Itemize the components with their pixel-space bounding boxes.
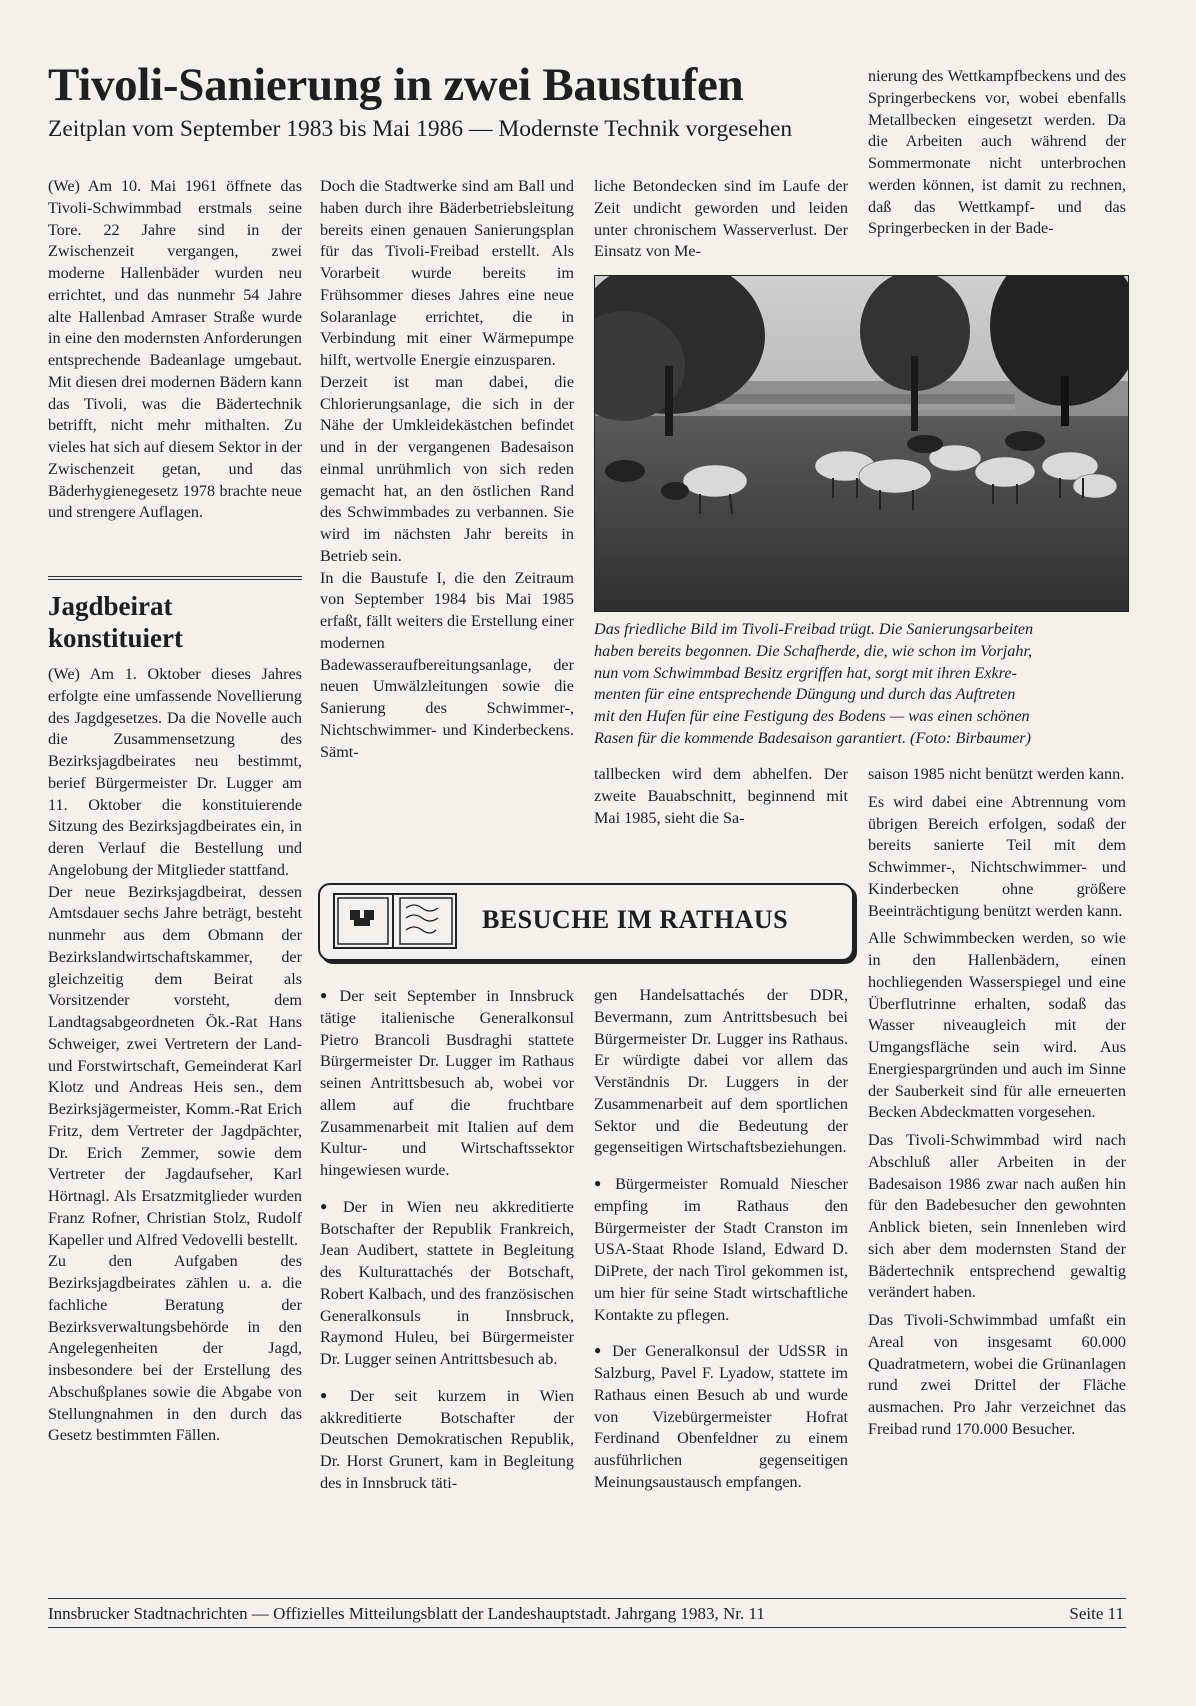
tivoli-column-2 <box>320 176 574 763</box>
tivoli-column-1 <box>48 176 302 524</box>
caption-line: haben bereits begonnen. Die Schafherde, die, wie schon im Vorjahr, <box>594 641 1033 660</box>
rathaus-item: ● Der seit kurzem in Wien akkreditierte Botschafter der Deutschen Demokratischen Republik, Dr. Horst Grunert, kam in Begleitung des in Innsbruck täti- <box>320 1385 574 1495</box>
tivoli-paragraph: Das Tivoli-Schwimmbad wird nach Abschluß aller Arbeiten in der Badesaison 1986 zwar nach außen hin für den Badebesucher den gewohnten Anblick bieten, sein Innenleben wird sich aber dem modernsten Stand der Bädertechnik entsprechend gewaltig verändert haben. <box>868 1131 1126 1302</box>
jagd-paragraph: Der neue Bezirksjagdbeirat, dessen Amtsdauer sechs Jahre beträgt, besteht nunmehr aus dem Obmann der Bezirkslandwirtschaftskammer, der gleichzeitig dem Beirat als Vorsitzender vorsteht, dem Landtagsabgeordneten Ök.-Rat Hans Schweiger, zwei Vertretern der Land- und Forstwirtschaft, Gemeinderat Karl Klotz und Andreas Heis sen., dem Bezirksjägermeister, Komm.-Rat Erich Fritz, dem Vertreter der Jagdpächter, Dr. Erich Zemmer, sowie dem Vertreter der Jagdaufseher, Karl Hörtnagl. Als Ersatzmitglieder wurden Franz Rofner, Christian Stolz, Rudolf Kapeller und Alfred Vedovelli bestellt. <box>48 882 302 1249</box>
tivoli-paragraph: liche Betondecken sind im Laufe der Zeit undicht geworden und leiden unter chronischem Wasserverlust. Der Einsatz von Me- <box>594 177 848 261</box>
rathaus-item: gen Handelsattachés der DDR, Bevermann, zum Antrittsbesuch bei Bürgermeister Dr. Lugger ins Rathaus. Er würdigte dabei vor allem das Verständnis Dr. Luggers in der Zusammenarbeit auf dem sportlichen Sektor und die Bedeutung der gegenseitigen Wirtschaftsbeziehungen. <box>594 986 848 1157</box>
rathaus-title: BESUCHE IM RATHAUS <box>482 905 789 934</box>
rathaus-item: ● Der Generalkonsul der UdSSR in Salzburg, Pavel F. Lyadow, stattete im Rathaus einen Besuch ab und wurde von Vizebürgermeister Hofrat Ferdinand Obenfeldner zu einem ausführlichen gegenseitigen Meinungsaustausch empfangen. <box>594 1340 848 1493</box>
tivoli-paragraph: (We) Am 10. Mai 1961 öffnete das Tivoli-Schwimmbad erstmals seine Tore. 22 Jahre sind in der Zwischenzeit vergangen, zwei moderne Hallenbäder wurden neu errichtet, und das nunmehr 54 Jahre alte Hallenbad Amraser Straße wurde in eine den modernsten Anforderungen entsprechende Badeanlage umgebaut. Mit diesen drei modernen Bädern kann das Tivoli, was die Bädertechnik betrifft, nicht mehr mithalten. Zu vieles hat sich auf diesem Sektor in der Zwischenzeit getan, und das Bäderhygienegesetz 1978 brachte neue und strengere Auflagen. <box>48 177 302 522</box>
rathaus-column-2 <box>594 985 848 1494</box>
caption-line: Das friedliche Bild im Tivoli-Freibad trügt. Die Sanierungsarbeiten <box>594 620 1034 638</box>
jagd-title-line2: konstituiert <box>48 623 183 653</box>
book-icon <box>330 888 460 952</box>
caption-line: Rasen für die kommende Badesaison garantiert. (Foto: Birbaumer) <box>594 728 1031 747</box>
tivoli-paragraph: tallbecken wird dem abhelfen. Der zweite Bauabschnitt, beginnend mit Mai 1985, sieht die Sa- <box>594 765 848 827</box>
tivoli-paragraph: Doch die Stadtwerke sind am Ball und haben durch ihre Bäderbetriebsleitung bereits einen genauen Sanierungsplan für das Tivoli-Freibad erstellt. Als Vorarbeit wurde bereits im Frühsommer dieses Jahres eine neue Solaranlage errichtet, die in Verbindung mit einer Wärmepumpe hilft, wertvolle Energie einzusparen. <box>320 177 574 369</box>
tivoli-paragraph: saison 1985 nicht benützt werden kann. <box>868 765 1125 783</box>
jagd-article <box>48 590 302 1447</box>
caption-line: nun vom Schwimmbad Besitz ergriffen hat, sorgt mit ihren Exkre- <box>594 663 1017 682</box>
tivoli-paragraph: Das Tivoli-Schwimmbad umfaßt ein Areal von insgesamt 60.000 Quadratmetern, wobei die Grünanlagen rund zwei Drittel der Fläche ausmachen. Pro Jahr verzeichnet das Freibad rund 170.000 Besucher. <box>868 1311 1126 1438</box>
jagd-title-line1: Jagdbeirat <box>48 591 173 621</box>
photo-caption <box>594 619 1134 750</box>
subheadline: Zeitplan vom September 1983 bis Mai 1986 — Modernste Technik vorgesehen <box>48 116 793 142</box>
footer-rule <box>48 1598 1126 1599</box>
sheep-photo <box>594 275 1129 612</box>
tivoli-paragraph: Es wird dabei eine Abtrennung vom übrigen Bereich erfolgen, sodaß der bereits sanierte Teil mit dem Schwimmer-, Nichtschwimmer- und Kinderbecken ohne größere Beeinträchtigung benützt werden kann. <box>868 792 1126 920</box>
footer-rule-bottom <box>48 1627 1126 1628</box>
tivoli-paragraph: nierung des Wettkampfbeckens und des Springerbeckens vor, wobei ebenfalls Metallbecken eingesetzt werden. Da die Arbeiten auch während der Sommermonate nicht unterbrochen werden können, ist damit zu rechnen, daß das Wettkampf- und das Springerbecken in der Bade- <box>868 67 1126 238</box>
page-number: Seite 11 <box>1069 1604 1124 1623</box>
tivoli-paragraph: Alle Schwimmbecken werden, so wie in den Hallenbädern, einen hochliegenden Wasserspiegel und eine Überflutrinne erhalten, sodaß das Wasser niveaugleich mit der Umgangsfläche sein wird. Aus Energiespargründen und auch im Sinne der Sauberkeit sind für alle erneuerten Becken Abdeckmatten vorgesehen. <box>868 929 1126 1122</box>
rathaus-item: ● Bürgermeister Romuald Niescher empfing im Rathaus den Bürgermeister der Stadt Cranston im USA-Staat Rhode Island, Edward D. DiPrete, der nach Tirol gekommen ist, um hier für seine Stadt wirtschaftliche Kontakte zu pflegen. <box>594 1173 848 1326</box>
jagd-paragraph: (We) Am 1. Oktober dieses Jahres erfolgte eine umfassende Novellierung des Jagdgesetzes. Da die Novelle auch die Zusammensetzung des Bezirksjagdbeirates neu bestimmt, berief Bürgermeister Dr. Lugger am 11. Oktober die konstituierende Sitzung des Bezirksjagdbeirates ein, in deren Verlauf die Bestellung und Angelobung der Mitglieder stattfand. <box>48 665 302 879</box>
tivoli-paragraph: In die Baustufe I, die den Zeitraum von September 1984 bis Mai 1985 erfaßt, fällt weiters die Erstellung einer modernen Badewasseraufbereitungsanlage, der neuen Umwälzleitungen sowie die Sanierung des Schwimmer-, Nichtschwimmer- und Kinderbeckens. Sämt- <box>320 568 574 761</box>
headline: Tivoli-Sanierung in zwei Baustufen <box>48 59 744 111</box>
jagd-paragraph: Zu den Aufgaben des Bezirksjagdbeirates zählen u. a. die fachliche Beratung der Bezirksverwaltungsbehörde in den Angelegenheiten der Jagd, insbesondere bei der Erstellung des Abschußplanes sowie die Abgabe von Stellungnahmen in den durch das Gesetz bestimmten Fällen. <box>48 1252 302 1445</box>
tivoli-column-4-rest <box>868 764 1126 1441</box>
tivoli-column-3-mid <box>594 764 848 829</box>
tivoli-column-4-top <box>868 66 1126 240</box>
rathaus-item: ● Der seit September in Innsbruck tätige italienische Generalkonsul Pietro Brancoli Busdraghi stattete Bürgermeister Dr. Lugger im Rathaus seinen Antrittsbesuch ab, wobei vor allem auf die fruchtbare Zusammenarbeit mit Italien auf dem Kultur- und Wirtschaftssektor hingewiesen wurde. <box>320 985 574 1182</box>
section-divider <box>48 576 302 580</box>
tivoli-paragraph: Derzeit ist man dabei, die Chlorierungsanlage, die sich in der Nähe der Umkleidekästchen befindet und in der vergangenen Badesaison einmal unrühmlich von sich reden gemacht hat, an den östlichen Rand des Schwimmbades zu verbannen. Sie wird im nächsten Jahr bereits in Betrieb sein. <box>320 372 574 565</box>
tivoli-column-3-top <box>594 176 848 263</box>
footer-publication: Innsbrucker Stadtnachrichten — Offizielles Mitteilungsblatt der Landeshauptstadt. Jahrgang 1983, Nr. 11 <box>48 1604 765 1623</box>
rathaus-item: ● Der in Wien neu akkreditierte Botschafter der Republik Frankreich, Jean Audibert, stattete in Begleitung des Kulturattachés der Botschaft, Robert Kalbach, und des französischen Generalkonsuls in Innsbruck, Raymond Huleu, bei Bürgermeister Dr. Lugger seinen Antrittsbesuch ab. <box>320 1196 574 1371</box>
caption-line: menten für eine entsprechende Düngung und durch das Auftreten <box>594 685 1016 704</box>
rathaus-column-1 <box>320 985 574 1495</box>
caption-line: mit den Hufen für eine Festigung des Bodens — was einen schönen <box>594 707 1030 726</box>
